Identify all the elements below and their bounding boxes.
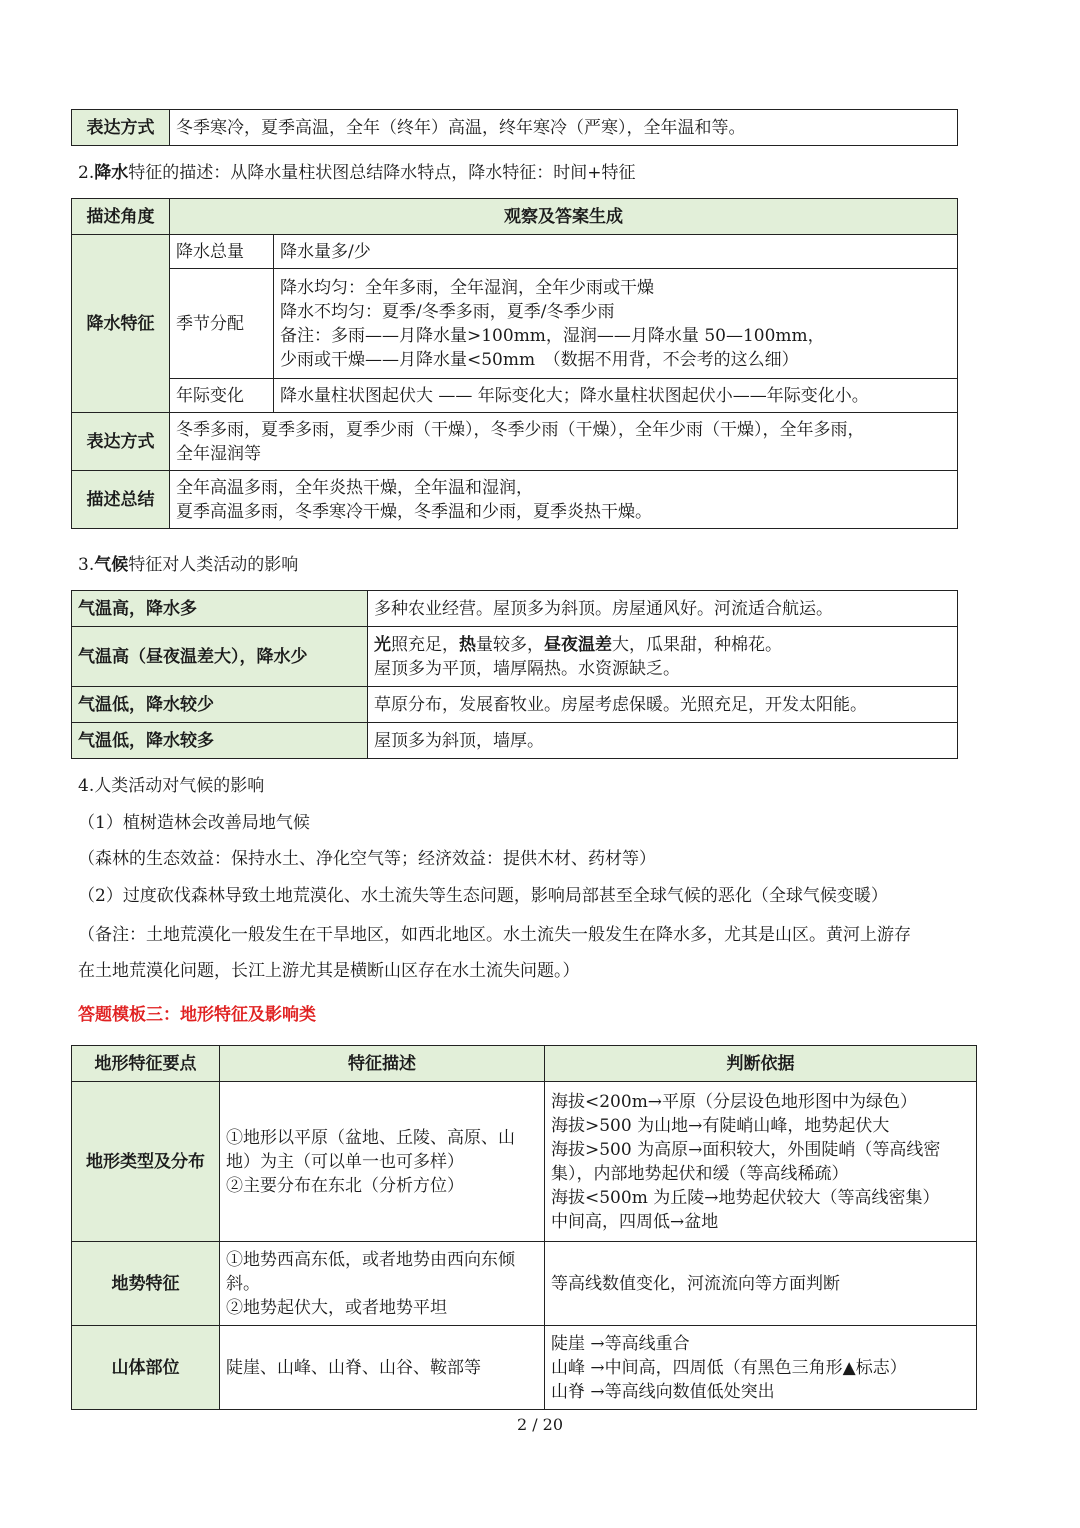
label-expression-2: 表达方式	[72, 413, 170, 471]
basis-line: 海拔<200m→平原（分层设色地形图中为绿色）	[551, 1091, 918, 1112]
basis-terrain-type	[545, 1082, 977, 1242]
desc-line: ②主要分布在东北（分析方位）	[226, 1175, 464, 1196]
basis-line: 等高线数值变化，河流流向等方面判断	[551, 1273, 840, 1294]
section-3-heading	[78, 552, 298, 578]
section-4-p4a: （备注：土地荒漠化一般发生在干旱地区，如西北地区。水土流失一般发生在降水多，尤其是山区。黄河上游存	[78, 925, 911, 945]
summary-line: 夏季高温多雨，冬季寒冷干燥，冬季温和少雨，夏季炎热干燥。	[176, 501, 652, 522]
label-relief: 地势特征	[72, 1242, 220, 1326]
section-3-bold: 气候	[94, 555, 129, 575]
impact-text: 照充足，	[391, 634, 459, 655]
label-mountain-parts: 山体部位	[72, 1326, 220, 1410]
impact-text: 量较多，	[476, 634, 544, 655]
impact-hot-wet	[368, 591, 958, 627]
header-basis: 判断依据	[545, 1046, 977, 1082]
seasonal-line: 降水不均匀：夏季/冬季多雨，夏季/冬季少雨	[280, 301, 615, 322]
sub-seasonal: 季节分配	[170, 269, 274, 379]
page-number: 2 / 20	[516, 1415, 564, 1434]
table-terrain	[71, 1045, 977, 1410]
desc-line: ②地势起伏大，或者地势平坦	[226, 1297, 447, 1318]
section-4-p2: （森林的生态效益：保持水土、净化空气等；经济效益：提供木材、药材等）	[78, 849, 656, 869]
desc-line: 地）为主（可以单一也可多样）	[226, 1151, 464, 1172]
table-precipitation	[71, 198, 958, 529]
impact-cold-wet	[368, 723, 958, 759]
label-summary: 描述总结	[72, 471, 170, 529]
section-2-prefix: 2.	[78, 163, 95, 183]
summary-text	[170, 471, 958, 529]
impact-line: 草原分布，发展畜牧业。房屋考虑保暖。光照充足，开发太阳能。	[374, 694, 867, 715]
basis-line: 山脊 →等高线向数值低处突出	[551, 1381, 775, 1402]
section-4-heading: 4.人类活动对气候的影响	[78, 776, 265, 796]
total-text	[274, 235, 958, 269]
label-cold-dry: 气温低，降水较少	[72, 687, 368, 723]
seasonal-line: 降水均匀：全年多雨，全年湿润，全年少雨或干燥	[280, 277, 654, 298]
label-hot-wet: 气温高，降水多	[72, 591, 368, 627]
section-4-p1: （1）植树造林会改善局地气候	[78, 813, 310, 833]
header-observation: 观察及答案生成	[170, 199, 958, 235]
summary-line: 全年高温多雨，全年炎热干燥，全年温和湿润，	[176, 477, 533, 498]
expression-text: 冬季寒冷，夏季高温，全年（终年）高温，终年寒冷（严寒），全年温和等。	[170, 110, 958, 146]
table-expression-temperature	[71, 109, 958, 146]
section-4-p3: （2）过度砍伐森林导致土地荒漠化、水土流失等生态问题，影响局部甚至全球气候的恶化（全球气候变暖）	[78, 886, 888, 906]
sub-total: 降水总量	[170, 235, 274, 269]
section-2-bold: 降水	[94, 163, 129, 183]
desc-line: ①地形以平原（盆地、丘陵、高原、山	[226, 1127, 515, 1148]
label-terrain-type: 地形类型及分布	[72, 1082, 220, 1242]
impact-line: 屋顶多为斜顶，墙厚。	[374, 730, 544, 751]
impact-bold: 热	[459, 634, 476, 655]
section-3-rest: 特征对人类活动的影响	[128, 555, 299, 575]
label-precip-features: 降水特征	[72, 235, 170, 413]
desc-mountain-parts	[220, 1326, 545, 1410]
impact-bold: 光	[374, 634, 391, 655]
basis-line: 中间高，四周低→盆地	[551, 1211, 719, 1232]
interannual-line: 降水量柱状图起伏大 —— 年际变化大；降水量柱状图起伏小——年际变化小。	[280, 385, 869, 406]
label-expression: 表达方式	[72, 110, 170, 146]
expression-line: 全年湿润等	[176, 443, 261, 464]
desc-relief	[220, 1242, 545, 1326]
desc-line: ①地势西高东低，或者地势由西向东倾	[226, 1249, 515, 1270]
basis-line: 陡崖 →等高线重合	[551, 1333, 690, 1354]
label-cold-wet: 气温低，降水较多	[72, 723, 368, 759]
section-3-prefix: 3.	[78, 555, 95, 575]
interannual-text	[274, 379, 958, 413]
seasonal-text	[274, 269, 958, 379]
basis-line: 山峰 →中间高，四周低（有黑色三角形▲标志）	[551, 1357, 907, 1378]
seasonal-line: 少雨或干燥——月降水量<50mm （数据不用背，不会考的这么细）	[280, 349, 799, 370]
basis-line: 海拔<500m 为丘陵→地势起伏较大（等高线密集）	[551, 1187, 940, 1208]
total-line: 降水量多/少	[280, 241, 371, 262]
sub-interannual: 年际变化	[170, 379, 274, 413]
basis-line: 海拔>500 为山地→有陡峭山峰，地势起伏大	[551, 1115, 890, 1136]
impact-bold: 昼夜温差	[544, 634, 612, 655]
table-climate-impact	[71, 590, 958, 759]
impact-line	[374, 633, 951, 657]
impact-line: 屋顶多为平顶，墙厚隔热。水资源缺乏。	[374, 658, 680, 679]
section-2-heading	[78, 160, 635, 186]
template-3-title: 答题模板三：地形特征及影响类	[78, 1005, 316, 1025]
header-description: 特征描述	[220, 1046, 545, 1082]
section-4-p4b: 在土地荒漠化问题，长江上游尤其是横断山区存在水土流失问题。）	[78, 961, 580, 981]
basis-relief	[545, 1242, 977, 1326]
header-terrain-point: 地形特征要点	[72, 1046, 220, 1082]
expression-line: 冬季多雨，夏季多雨，夏季少雨（干燥），冬季少雨（干燥），全年少雨（干燥），全年多雨，	[176, 419, 865, 440]
impact-text: 大，瓜果甜，种棉花。	[612, 634, 782, 655]
impact-hot-dry	[368, 627, 958, 687]
label-hot-dry: 气温高（昼夜温差大），降水少	[72, 627, 368, 687]
desc-line: 陡崖、山峰、山脊、山谷、鞍部等	[226, 1357, 481, 1378]
desc-terrain-type	[220, 1082, 545, 1242]
basis-mountain-parts	[545, 1326, 977, 1410]
impact-cold-dry	[368, 687, 958, 723]
desc-line: 斜。	[226, 1273, 260, 1294]
section-2-rest: 特征的描述：从降水量柱状图总结降水特点，降水特征：时间+特征	[128, 163, 636, 183]
basis-line: 海拔>500 为高原→面积较大，外围陡峭（等高线密	[551, 1139, 941, 1160]
basis-line: 集），内部地势起伏和缓（等高线稀疏）	[551, 1163, 849, 1184]
seasonal-line: 备注：多雨——月降水量>100mm，湿润——月降水量 50—100mm，	[280, 325, 825, 346]
expression-2-text	[170, 413, 958, 471]
impact-line: 多种农业经营。屋顶多为斜顶。房屋通风好。河流适合航运。	[374, 598, 833, 619]
header-angle: 描述角度	[72, 199, 170, 235]
